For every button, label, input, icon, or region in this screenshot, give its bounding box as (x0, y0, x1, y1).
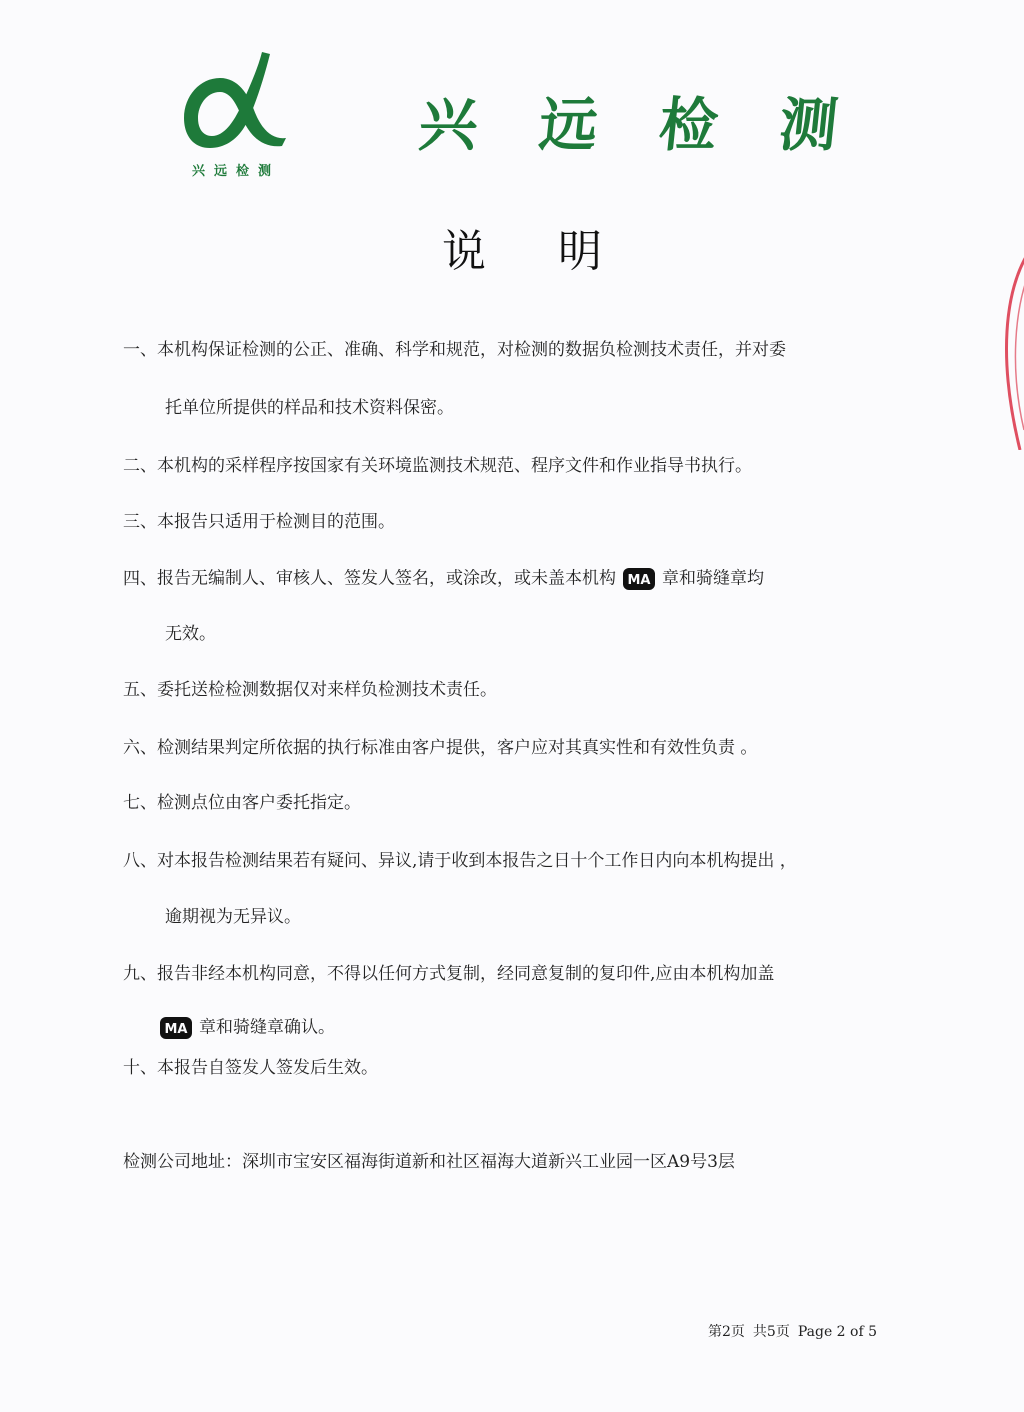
company-logo (178, 48, 294, 178)
item-number: 三、 (123, 512, 157, 532)
list-item (123, 454, 752, 478)
list-item (123, 791, 361, 815)
total-pages-cn: 共5页 (752, 1324, 790, 1340)
cma-mark-icon (159, 1015, 193, 1041)
item-number: 五、 (123, 680, 157, 700)
page-cn: 第2页 (708, 1324, 745, 1340)
item-continuation: 无效。 (165, 624, 216, 644)
item-continuation: 托单位所提供的样品和技术资料保密。 (165, 398, 454, 418)
svg-text:MA: MA (627, 573, 651, 588)
item-number: 二、 (123, 456, 157, 476)
item-number: 六、 (123, 738, 157, 758)
item-number: 七、 (123, 793, 157, 813)
list-item (123, 849, 797, 873)
item-continuation: 逾期视为无异议。 (165, 907, 301, 927)
item-text: 本报告只适用于检测目的范围。 (157, 512, 395, 532)
page-en: Page 2 of 5 (797, 1324, 878, 1340)
item-number: 四、 (123, 568, 157, 589)
list-item (123, 338, 786, 362)
seal-stamp-icon (990, 250, 1024, 450)
logo-caption: 兴远检测 (191, 164, 280, 179)
item-text: 报告无编制人、审核人、签发人签名，或涂改，或未盖本机构 (157, 568, 616, 589)
list-item (123, 566, 764, 592)
item-text: 对本报告检测结果若有疑问、异议,请于收到本报告之日十个工作日内向本机构提出 ， (157, 851, 797, 871)
list-item (123, 1056, 378, 1080)
item-text: 报告非经本机构同意，不得以任何方式复制，经同意复制的复印件,应由本机构加盖 (157, 964, 775, 984)
item-text: 章和骑缝章确认。 (199, 1017, 335, 1038)
list-item (123, 510, 395, 534)
item-number: 一、 (123, 340, 157, 360)
item-number: 十、 (123, 1058, 157, 1078)
item-text: 委托送检检测数据仅对来样负检测技术责任。 (157, 680, 497, 700)
page-number (708, 1321, 885, 1341)
item-continuation (159, 1015, 335, 1041)
list-item (123, 678, 497, 702)
svg-text:MA: MA (164, 1022, 188, 1037)
item-number: 八、 (123, 851, 157, 871)
page-title: 说明 (442, 226, 674, 277)
item-text: 章和骑缝章均 (662, 568, 764, 589)
item-text: 检测结果判定所依据的执行标准由客户提供，客户应对其真实性和有效性负责 。 (157, 738, 758, 758)
list-item (123, 736, 757, 760)
item-number: 九、 (123, 964, 157, 984)
item-text: 本机构的采样程序按国家有关环境监测技术规范、程序文件和作业指导书执行。 (157, 456, 752, 476)
company-name-heading: 兴远检测 (415, 91, 904, 159)
logo-alpha-icon (178, 48, 294, 158)
cma-mark-icon (622, 566, 656, 592)
item-text: 本机构保证检测的公正、准确、科学和规范，对检测的数据负检测技术责任，并对委 (157, 340, 786, 360)
company-address: 检测公司地址：深圳市宝安区福海街道新和社区福海大道新兴工业园一区A9号3层 (123, 1152, 735, 1172)
item-text: 本报告自签发人签发后生效。 (157, 1058, 378, 1078)
item-text: 检测点位由客户委托指定。 (157, 793, 361, 813)
list-item (123, 962, 774, 986)
